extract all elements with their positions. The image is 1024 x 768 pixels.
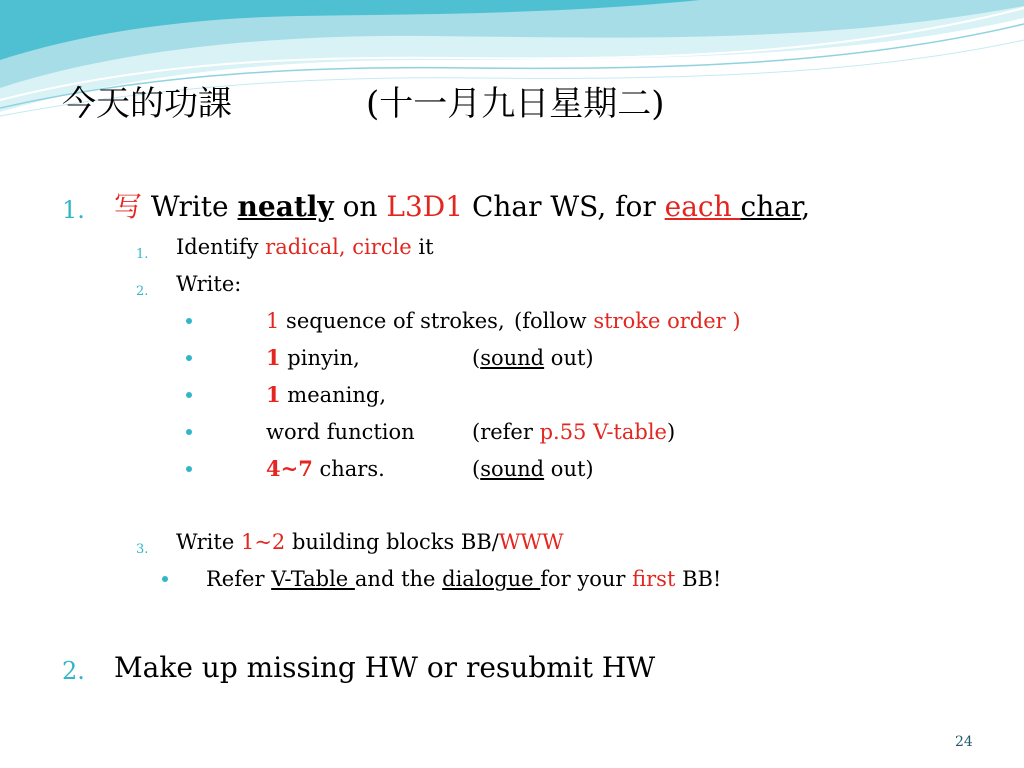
neatly-word: neatly: [237, 190, 334, 223]
lesson-code: L3D1: [386, 190, 464, 223]
char-word: char: [740, 190, 802, 223]
title-lesson: 今天的功課: [62, 84, 232, 124]
bullet-item: [162, 565, 722, 649]
count-number: 1: [266, 309, 280, 333]
underlined-text: V-Table: [271, 567, 355, 591]
bullet-dot-icon: [186, 355, 192, 361]
highlight-text: stroke order ): [593, 309, 741, 333]
bullet-note: [472, 344, 594, 372]
bullet-note: [514, 307, 741, 335]
text-segment: Write: [176, 530, 241, 554]
list-item-text: [114, 189, 810, 225]
text-segment: (refer: [472, 420, 540, 444]
text-segment: out): [544, 457, 594, 481]
highlight-text: first: [632, 567, 676, 591]
text-segment: on: [333, 190, 387, 223]
sub-number: 3.: [136, 542, 149, 557]
text-segment: (: [472, 346, 481, 370]
list-number: 2.: [62, 657, 85, 685]
count-number: 1: [266, 382, 281, 407]
text-segment: ): [666, 420, 676, 444]
bullet-dot-icon: [186, 429, 192, 435]
sub-item-text: [176, 233, 434, 261]
text-segment: out): [544, 346, 594, 370]
bullet-note: [472, 418, 675, 446]
list-item-2: [62, 650, 656, 758]
highlight-text: 1~2: [240, 530, 286, 554]
text-segment: meaning,: [280, 383, 387, 407]
underlined-text: sound: [480, 346, 545, 370]
highlight-text: p.55 V-table: [539, 420, 667, 444]
sub-item-text: Write:: [176, 272, 242, 296]
underlined-text: dialogue: [442, 567, 541, 591]
bullet-text: [266, 455, 385, 483]
text-segment: (follow: [514, 309, 594, 333]
text-segment: Char WS, for: [463, 190, 665, 223]
text-segment: for your: [540, 567, 633, 591]
bullet-text: [206, 565, 721, 593]
chinese-char: 写: [114, 190, 143, 223]
title-date: (十一月九日星期二): [366, 84, 665, 124]
text-segment: it: [411, 235, 434, 259]
sub-item-2: [136, 270, 242, 354]
count-number: 1: [266, 345, 281, 370]
bullet-note: [472, 455, 594, 483]
bullet-text: word function: [266, 420, 415, 444]
text-segment: pinyin,: [280, 346, 360, 370]
sub-number: 2.: [136, 284, 149, 299]
text-segment: (: [472, 457, 481, 481]
sub-item-text: [176, 528, 564, 556]
text-segment: sequence of strokes,: [279, 309, 505, 333]
text-segment: Identify: [176, 235, 266, 259]
highlight-text: WWW: [498, 530, 564, 554]
each-word: each: [664, 190, 741, 223]
text-segment: ,: [801, 190, 811, 223]
sub-number: 1.: [136, 247, 149, 262]
text-segment: chars.: [312, 457, 385, 481]
bullet-dot-icon: [162, 576, 168, 582]
text-segment: BB!: [675, 567, 722, 591]
text-segment: building blocks BB/: [285, 530, 499, 554]
list-item-text: Make up missing HW or resubmit HW: [114, 651, 656, 684]
bullet-text: [266, 344, 360, 372]
text-segment: and the: [354, 567, 443, 591]
bullet-dot-icon: [186, 392, 192, 398]
bullet-text: [266, 381, 386, 409]
bullet-dot-icon: [186, 466, 192, 472]
bullet-text: [266, 307, 505, 335]
text-segment: Write: [150, 190, 238, 223]
highlight-text: radical, circle: [265, 235, 412, 259]
slide-title: [62, 82, 665, 126]
page-number: 24: [955, 734, 973, 750]
underlined-text: sound: [480, 457, 545, 481]
list-number: 1.: [62, 196, 85, 224]
bullet-dot-icon: [186, 318, 192, 324]
count-number: 4~7: [266, 456, 313, 481]
text-segment: Refer: [206, 567, 272, 591]
